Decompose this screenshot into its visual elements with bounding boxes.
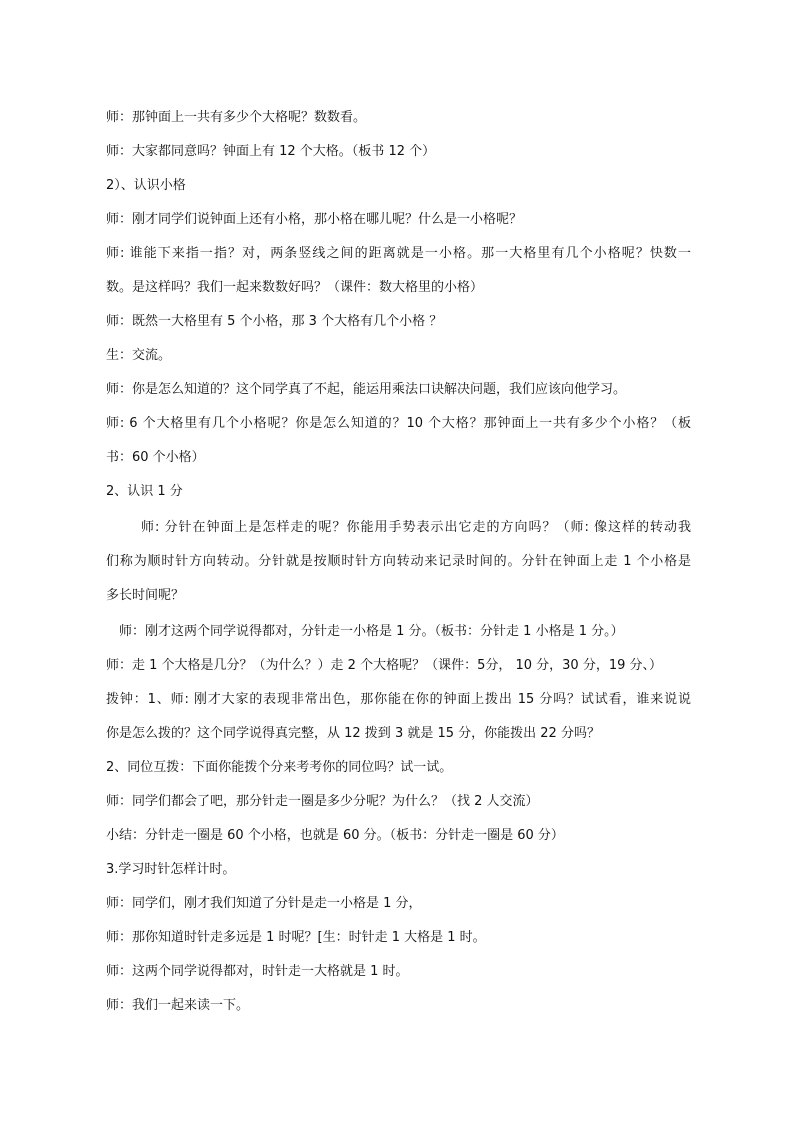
section-heading: 2、同位互拨：下面你能拨个分来考考你的同位吗？试一试。: [106, 760, 453, 775]
text-line: 师：刚才这两个同学说得都对，分针走一小格是 1 分。（板书：分针走 1 小格是 1 分。）: [119, 624, 624, 639]
text-line: 师：刚才同学们说钟面上还有小格，那小格在哪儿呢？什么是一小格呢？: [106, 212, 523, 227]
text-line: 们称为顺时针方向转动。分针就是按顺时针方向转动来记录时间的。分针在钟面上走 1 个小格是: [106, 554, 691, 569]
text-line: 师：走 1 个大格是几分？（为什么？）走 2 个大格呢？（课件：5分， 10 分，30 分，19 分、）: [106, 658, 662, 673]
text-line: 生：交流。: [106, 348, 172, 363]
text-line: 数。是这样吗？我们一起来数数好吗？（课件：数大格里的小格）: [106, 280, 484, 295]
text-line: 师：你是怎么知道的？这个同学真了不起，能运用乘法口诀解决问题，我们应该向他学习。: [106, 382, 627, 397]
section-heading: 2）、认识小格: [106, 178, 186, 193]
section-heading: 2、认识 1 分: [106, 484, 183, 499]
text-line: 拨钟：1、师: 刚才大家的表现非常出色，那你能在你的钟面上拨出 15 分吗？试试看，谁来说说: [106, 692, 691, 707]
document-body: [106, 101, 691, 1023]
text-line: 小结：分针走一圈是 60 个小格，也就是 60 分。（板书：分针走一圈是 60 分）: [106, 828, 564, 843]
text-line: 师：同学们都会了吧，那分针走一圈是多少分呢？为什么？（找 2 人交流）: [106, 794, 539, 809]
text-line: 师：既然一大格里有 5 个小格，那 3 个大格有几个小格 ？: [106, 314, 443, 329]
text-line: 师：那钟面上一共有多少个大格呢？数数看。: [106, 110, 367, 125]
text-line: 你是怎么拨的？这个同学说得真完整，从 12 拨到 3 就是 15 分，你能拨出 22 分吗？: [106, 726, 600, 741]
text-line: 师：大家都同意吗？钟面上有 12 个大格。（板书 12 个）: [106, 144, 436, 159]
text-line: 师：同学们，刚才我们知道了分针是走一小格是 1 分，: [106, 896, 422, 911]
text-line: 师: 6 个大格里有几个小格呢？你是怎么知道的？10 个大格？那钟面上一共有多少个小格？（板: [106, 416, 691, 431]
text-line: 师：那你知道时针走多远是 1 时呢？[生：时针走 1 大格是 1 时。: [106, 930, 486, 945]
text-line: 师：这两个同学说得都对，时针走一大格就是 1 时。: [106, 964, 409, 979]
text-line: 师: 分针在钟面上是怎样走的呢？你能用手势表示出它走的方向吗？（师: 像这样的转动我: [141, 520, 691, 535]
section-heading: 3.学习时针怎样计时。: [106, 862, 236, 877]
text-line: 师: 谁能下来指一指？对，两条竖线之间的距离就是一小格。那一大格里有几个小格呢？快数一: [106, 246, 691, 261]
text-line: 书：60 个小格）: [106, 450, 205, 465]
text-line: 师：我们一起来读一下。: [106, 998, 250, 1013]
text-line: 多长时间呢？: [106, 588, 185, 603]
